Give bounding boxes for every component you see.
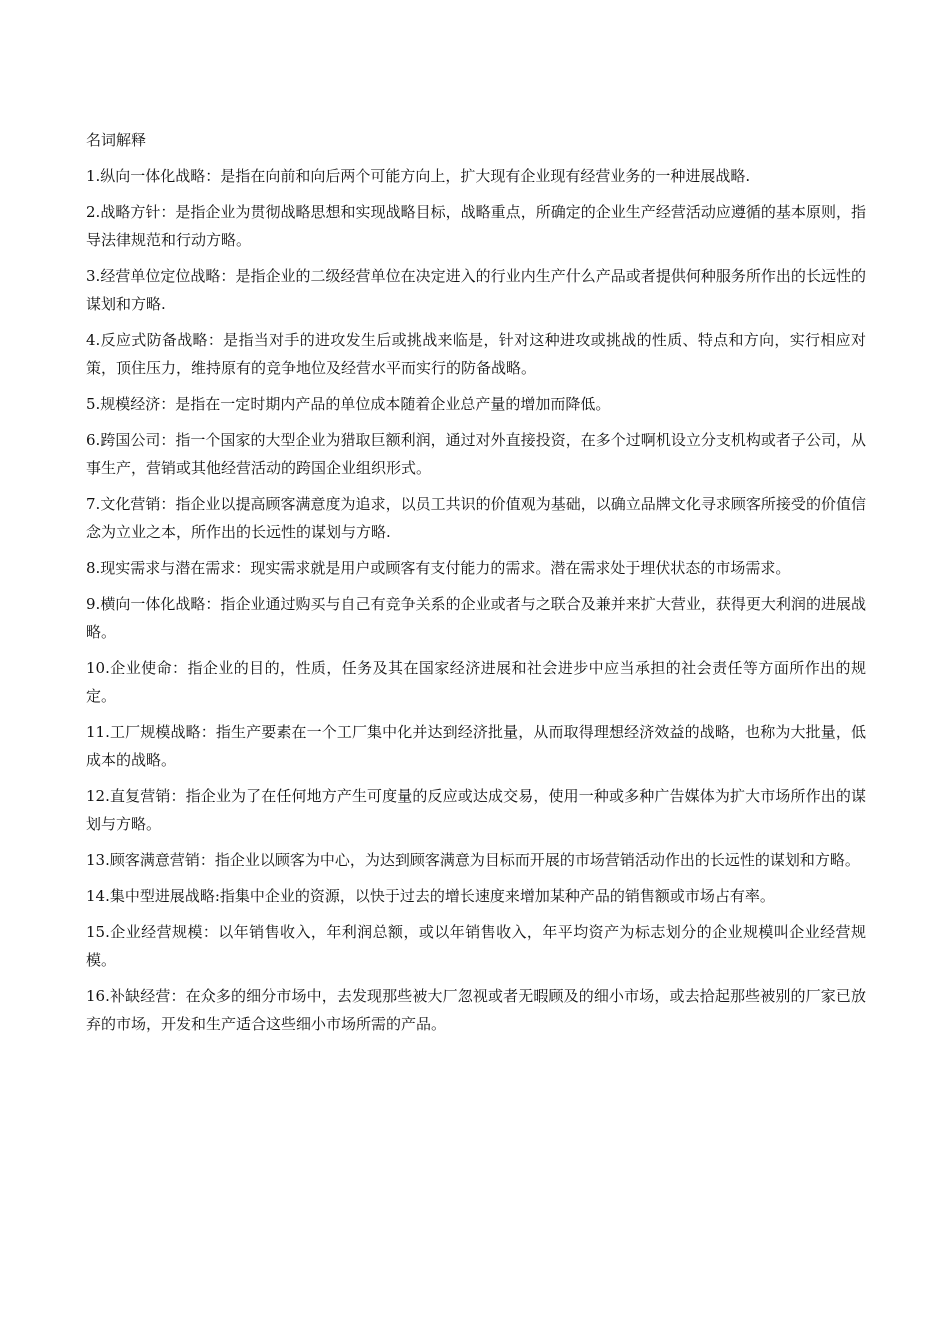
definition-item: 1.纵向一体化战略：是指在向前和向后两个可能方向上，扩大现有企业现有经营业务的一种进展战略. (86, 167, 751, 185)
definition-item: 9.横向一体化战略：指企业通过购买与自己有竞争关系的企业或者与之联合及兼并来扩大营业，获得更大利润的进展战略。 (86, 595, 866, 641)
section-heading: 名词解释 (86, 131, 147, 149)
definition-item: 10.企业使命：指企业的目的，性质，任务及其在国家经济进展和社会进步中应当承担的社会责任等方面所作出的规定。 (86, 659, 866, 705)
definition-item: 2.战略方针：是指企业为贯彻战略思想和实现战略目标，战略重点，所确定的企业生产经营活动应遵循的基本原则，指导法律规范和行动方略。 (86, 203, 866, 249)
definition-item: 11.工厂规模战略：指生产要素在一个工厂集中化并达到经济批量，从而取得理想经济效益的战略，也称为大批量，低成本的战略。 (86, 723, 866, 769)
definition-item: 14.集中型进展战略:指集中企业的资源，以快于过去的增长速度来增加某种产品的销售额或市场占有率。 (86, 887, 775, 905)
definition-item: 12.直复营销：指企业为了在任何地方产生可度量的反应或达成交易，使用一种或多种广告媒体为扩大市场所作出的谋划与方略。 (86, 787, 866, 833)
definition-item: 15.企业经营规模：以年销售收入，年利润总额，或以年销售收入，年平均资产为标志划分的企业规模叫企业经营规模。 (86, 923, 866, 969)
definition-item: 16.补缺经营：在众多的细分市场中，去发现那些被大厂忽视或者无暇顾及的细小市场，或去拾起那些被别的厂家已放弃的市场，开发和生产适合这些细小市场所需的产品。 (86, 987, 866, 1033)
definition-item: 8.现实需求与潜在需求：现实需求就是用户或顾客有支付能力的需求。潜在需求处于埋伏状态的市场需求。 (86, 559, 791, 577)
definition-item: 5.规模经济：是指在一定时期内产品的单位成本随着企业总产量的增加而降低。 (86, 395, 611, 413)
document-content (86, 126, 866, 1046)
definition-item: 13.顾客满意营销：指企业以顾客为中心，为达到顾客满意为目标而开展的市场营销活动作出的长远性的谋划和方略。 (86, 851, 860, 869)
definition-item: 3.经营单位定位战略：是指企业的二级经营单位在决定进入的行业内生产什么产品或者提供何种服务所作出的长远性的谋划和方略. (86, 267, 866, 313)
definition-item: 4.反应式防备战略：是指当对手的进攻发生后或挑战来临是，针对这种进攻或挑战的性质、特点和方向，实行相应对策，顶住压力，维持原有的竞争地位及经营水平而实行的防备战略。 (86, 331, 866, 377)
definition-item: 6.跨国公司：指一个国家的大型企业为猎取巨额利润，通过对外直接投资，在多个过啊机设立分支机构或者子公司，从事生产，营销或其他经营活动的跨国企业组织形式。 (86, 431, 866, 477)
definition-item: 7.文化营销：指企业以提高顾客满意度为追求，以员工共识的价值观为基础，以确立品牌文化寻求顾客所接受的价值信念为立业之本，所作出的长远性的谋划与方略. (86, 495, 866, 541)
